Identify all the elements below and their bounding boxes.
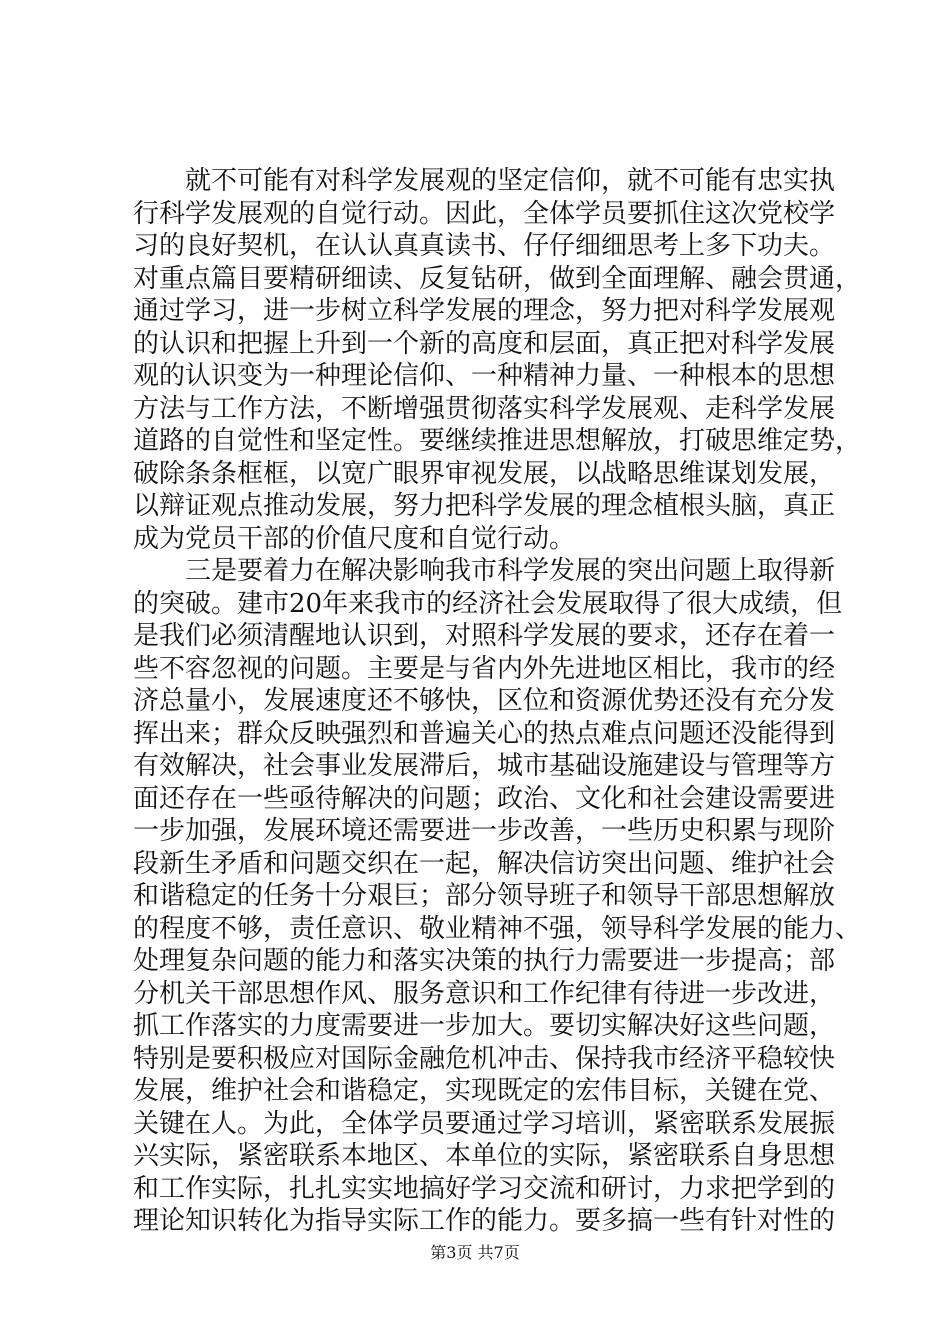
text-line: 面还存在一些亟待解决的问题；政治、文化和社会建设需要进 <box>133 783 836 814</box>
text-line: 发展，维护社会和谐稳定，实现既定的宏伟目标，关键在党、 <box>133 1076 836 1106</box>
text-line: 破除条条框框，以宽广眼界审视发展，以战略思维谋划发展， <box>133 458 836 489</box>
text-line: 济总量小，发展速度还不够快，区位和资源优势还没有充分发 <box>133 686 836 716</box>
text-line: 的突破。建市20年来我市的经济社会发展取得了很大成绩，但 <box>133 588 843 619</box>
text-line: 对重点篇目要精研细读、反复钻研，做到全面理解、融会贯通， <box>133 263 862 294</box>
text-line: 和谐稳定的任务十分艰巨；部分领导班子和领导干部思想解放 <box>133 881 836 911</box>
text-line: 理论知识转化为指导实际工作的能力。要多搞一些有针对性的 <box>133 1206 836 1236</box>
text-line: 挥出来；群众反映强烈和普遍关心的热点难点问题还没能得到 <box>133 718 836 749</box>
text-line: 兴实际，紧密联系本地区、本单位的实际，紧密联系自身思想 <box>133 1141 836 1171</box>
text-line: 就不可能有对科学发展观的坚定信仰，就不可能有忠实执 <box>185 166 836 196</box>
page-footer: 第3页 共7页 <box>430 1243 520 1262</box>
text-line: 有效解决，社会事业发展滞后，城市基础设施建设与管理等方 <box>133 751 836 781</box>
text-line: 行科学发展观的自觉行动。因此，全体学员要抓住这次党校学 <box>133 198 836 229</box>
text-line: 习的良好契机，在认认真真读书、仔仔细细思考上多下功夫。 <box>133 231 836 261</box>
text-line: 些不容忽视的问题。主要是与省内外先进地区相比，我市的经 <box>133 653 836 684</box>
text-line: 和工作实际，扎扎实实地搞好学习交流和研讨，力求把学到的 <box>133 1173 836 1204</box>
text-line: 一步加强，发展环境还需要进一步改善，一些历史积累与现阶 <box>133 816 836 846</box>
text-line: 通过学习，进一步树立科学发展的理念，努力把对科学发展观 <box>133 296 836 326</box>
text-line: 处理复杂问题的能力和落实决策的执行力需要进一步提高；部 <box>133 946 836 976</box>
text-line: 的程度不够，责任意识、敬业精神不强，领导科学发展的能力、 <box>133 913 862 944</box>
paragraph <box>133 165 862 555</box>
text-line: 以辩证观点推动发展，努力把科学发展的理念植根头脑，真正 <box>133 491 836 521</box>
text-line: 抓工作落实的力度需要进一步加大。要切实解决好这些问题， <box>133 1011 836 1041</box>
text-line: 关键在人。为此，全体学员要通过学习培训，紧密联系发展振 <box>133 1108 836 1139</box>
text-line: 观的认识变为一种理论信仰、一种精神力量、一种根本的思想 <box>133 361 836 391</box>
text-line: 的认识和把握上升到一个新的高度和层面，真正把对科学发展 <box>133 328 836 359</box>
paragraph <box>133 555 862 1238</box>
text-line: 三是要着力在解决影响我市科学发展的突出问题上取得新 <box>185 556 836 586</box>
document-body <box>133 165 862 1238</box>
text-line: 分机关干部思想作风、服务意识和工作纪律有待进一步改进， <box>133 978 836 1009</box>
text-line: 是我们必须清醒地认识到，对照科学发展的要求，还存在着一 <box>133 621 836 651</box>
text-line: 方法与工作方法，不断增强贯彻落实科学发展观、走科学发展 <box>133 393 836 424</box>
text-line: 道路的自觉性和坚定性。要继续推进思想解放，打破思维定势， <box>133 426 862 456</box>
text-line: 特别是要积极应对国际金融危机冲击、保持我市经济平稳较快 <box>133 1043 836 1074</box>
text-line: 成为党员干部的价值尺度和自觉行动。 <box>133 523 576 554</box>
text-line: 段新生矛盾和问题交织在一起，解决信访突出问题、维护社会 <box>133 848 836 879</box>
